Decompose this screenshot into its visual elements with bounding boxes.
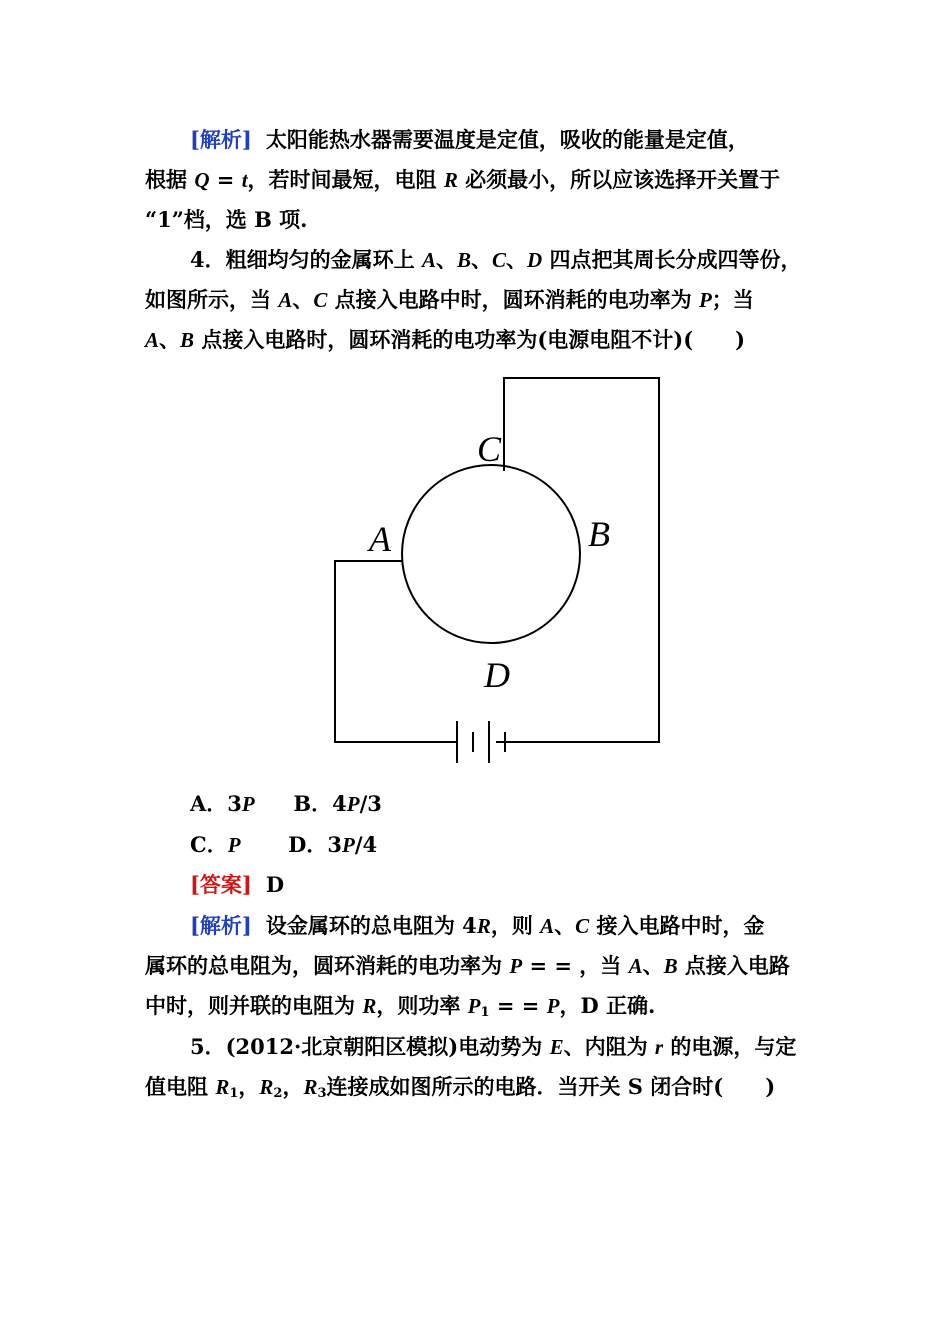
label-D: D <box>484 655 510 695</box>
analysis-3-line-3: “1”档，选 B 项. <box>145 207 308 232</box>
question-4-line-1: 4．粗细均匀的金属环上 A、B、C、D 四点把其周长分成四等份， <box>190 247 802 272</box>
metal-ring <box>402 465 580 643</box>
wire-A-to-battery <box>335 561 457 742</box>
circuit-diagram <box>320 370 680 770</box>
answer-tag: [答案] <box>190 872 252 897</box>
question-4-line-2: 如图所示，当 A、C 点接入电路中时，圆环消耗的电功率为 P；当 <box>145 287 754 312</box>
wire-C-to-battery <box>496 378 659 742</box>
option-D: D．3P/4 <box>288 832 378 857</box>
analysis-3-line-1: [解析] 太阳能热水器需要温度是定值，吸收的能量是定值， <box>190 127 749 152</box>
question-4-line-3: A、B 点接入电路时，圆环消耗的电功率为(电源电阻不计)( ) <box>145 327 746 352</box>
analysis-4-line-1: [解析] 设金属环的总电阻为 4R，则 A、C 接入电路中时，金 <box>190 913 765 938</box>
label-A: A <box>369 519 391 559</box>
question-5-line-2: 值电阻 $R_1$，$R_2$，$R_3$连接成如图所示的电路．当开关 S 闭合时( ) <box>145 1074 776 1101</box>
option-A: A．3P <box>190 791 255 816</box>
option-B: B．4P/3 <box>293 791 382 816</box>
analysis-3-line-2: 根据 Q = t，若时间最短，电阻 R 必须最小，所以应该选择开关置于 <box>145 167 781 192</box>
answer-line <box>190 871 284 899</box>
options-row-1 <box>190 790 382 818</box>
question-5-line-1: 5．(2012·北京朝阳区模拟)电动势为 E、内阻为 r 的电源，与定 <box>190 1034 797 1059</box>
option-C: C．P <box>190 832 241 857</box>
analysis-tag: [解析] <box>190 913 252 938</box>
analysis-4-line-2: 属环的总电阻为，圆环消耗的电功率为 P = = ，当 A、B 点接入电路 <box>145 953 790 978</box>
analysis-tag: [解析] <box>190 127 252 152</box>
answer-value: D <box>265 872 285 897</box>
label-B: B <box>588 514 610 554</box>
analysis-4-line-3: 中时，则并联的电阻为 R，则功率 $P_1$ = = P，D 正确. <box>145 993 656 1020</box>
label-C: C <box>477 429 502 469</box>
options-row-2 <box>190 831 377 859</box>
